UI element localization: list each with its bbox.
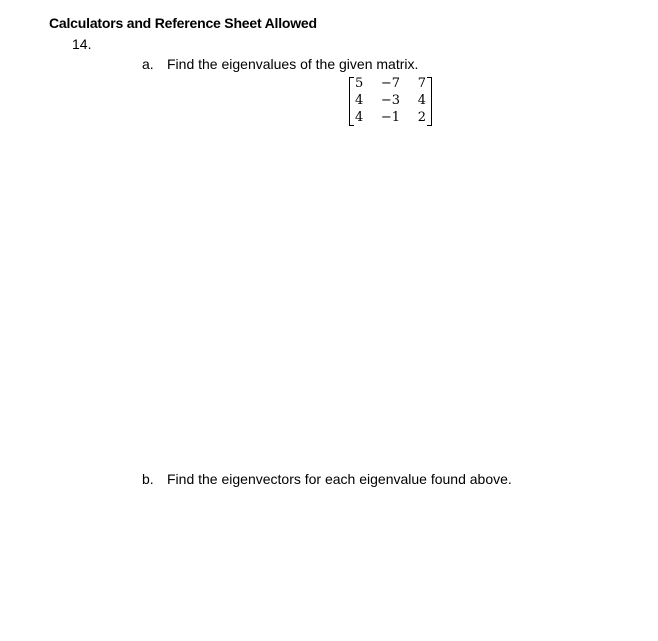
matrix-cell: 4 xyxy=(417,93,426,108)
matrix-right-bracket xyxy=(427,77,432,126)
matrix-cell: −3 xyxy=(380,93,400,108)
matrix-row xyxy=(355,76,426,92)
matrix-cell: 4 xyxy=(355,110,364,125)
matrix-cell: 4 xyxy=(355,93,364,108)
question-number: 14. xyxy=(72,36,92,52)
matrix-row xyxy=(355,110,426,126)
matrix-cell: 2 xyxy=(417,110,426,125)
matrix-cell: 5 xyxy=(355,76,364,91)
matrix-cell: 7 xyxy=(417,76,426,91)
page-heading: Calculators and Reference Sheet Allowed xyxy=(49,15,317,31)
matrix-cell: −1 xyxy=(380,110,400,125)
matrix xyxy=(349,76,432,126)
part-a-text: Find the eigenvalues of the given matrix. xyxy=(167,56,419,72)
matrix-left-bracket xyxy=(349,77,354,126)
part-a-letter: a. xyxy=(142,56,154,72)
part-b-text: Find the eigenvectors for each eigenvalue found above. xyxy=(167,471,512,487)
matrix-row xyxy=(355,93,426,109)
matrix-cell: −7 xyxy=(380,76,400,91)
part-a-prompt xyxy=(142,56,418,72)
part-b-prompt xyxy=(142,471,512,487)
part-b-letter: b. xyxy=(142,471,154,487)
